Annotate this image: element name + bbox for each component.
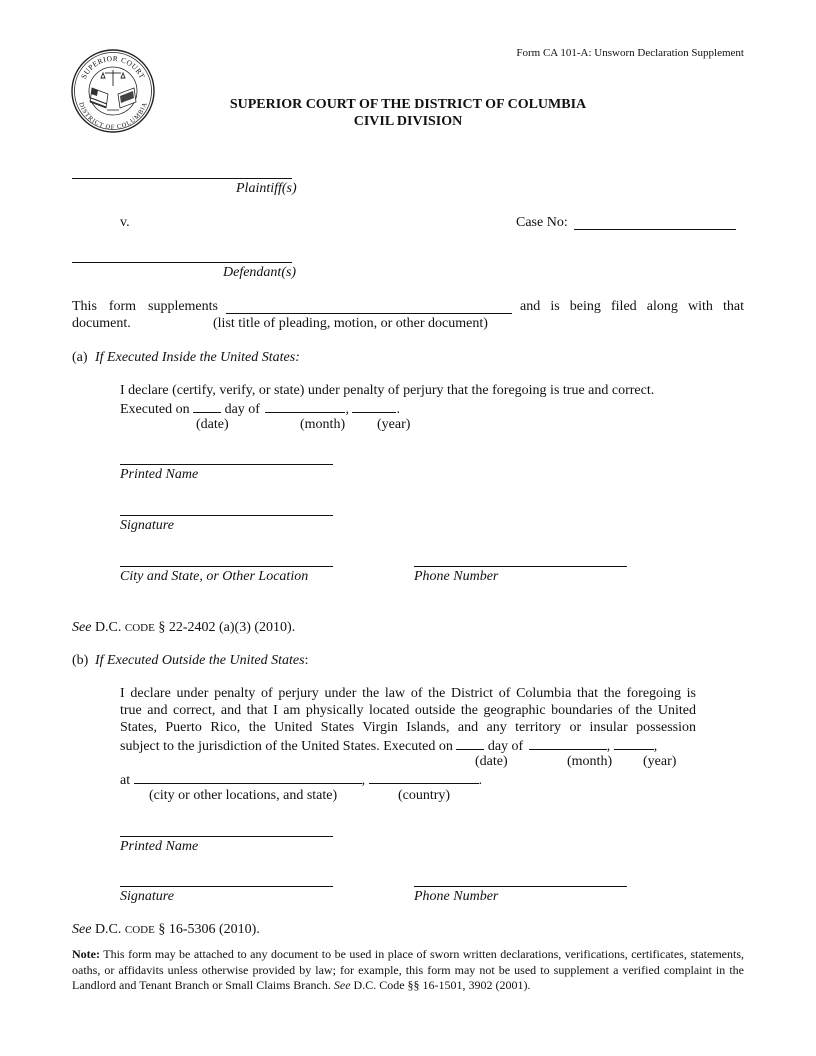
section-b-title-colon: : <box>304 653 309 668</box>
section-b-line-4: subject to the jurisdiction of the United States. Executed on day of , , <box>120 739 658 754</box>
citation-b-code: CODE <box>124 924 155 936</box>
date-blank-b[interactable] <box>456 737 484 750</box>
versus: v. <box>120 215 130 230</box>
citation-a-code: CODE <box>124 622 155 634</box>
date-hint: (date) <box>196 417 229 432</box>
year-blank-b[interactable] <box>614 737 654 750</box>
defendant-label: Defendant(s) <box>223 265 297 280</box>
supplement-lead: This form supplements <box>72 299 218 314</box>
month-hint: (month) <box>300 417 346 432</box>
at-label: at <box>120 773 131 788</box>
note-label: Note: <box>72 947 100 961</box>
citation-b-see: See <box>72 922 92 937</box>
year-hint: (year) <box>377 417 411 432</box>
citation-b <box>72 922 260 938</box>
form-id: Form CA 101-A: Unsworn Declaration Supplement <box>516 47 744 59</box>
seal-bottom-text: DISTRICT OF COLUMBIA <box>77 101 149 132</box>
citation-b-prefix: D.C. <box>94 922 122 937</box>
printed-name-label-b: Printed Name <box>120 839 199 854</box>
printed-name-label-a: Printed Name <box>120 467 199 482</box>
citation-a-see: See <box>72 620 92 635</box>
citation-a <box>72 620 295 636</box>
section-b-line-1: I declare under penalty of perjury under the law of the District of Columbia that the foregoing is <box>120 686 696 701</box>
case-no-label: Case No: <box>516 215 568 230</box>
day-of-label-b: day of <box>487 739 524 754</box>
supplement-document: document. <box>72 316 131 331</box>
phone-line-a[interactable] <box>414 566 627 567</box>
date-blank[interactable] <box>193 400 221 413</box>
section-a-executed-row: Executed on day of , . <box>120 402 400 417</box>
month-blank[interactable] <box>265 400 345 413</box>
year-hint-b: (year) <box>643 754 677 769</box>
court-title: SUPERIOR COURT OF THE DISTRICT OF COLUMBIA <box>229 97 587 112</box>
phone-line-b[interactable] <box>414 886 627 887</box>
printed-name-line-b[interactable] <box>120 836 333 837</box>
seal-top-text: SUPERIOR COURT <box>79 53 147 81</box>
month-hint-b: (month) <box>567 754 613 769</box>
city-state-label: City and State, or Other Location <box>120 569 309 584</box>
country-blank[interactable] <box>369 771 479 784</box>
signature-label-b: Signature <box>120 889 174 904</box>
note-see: See <box>333 978 351 992</box>
section-b-marker: (b) <box>72 653 89 668</box>
citation-b-rest: § 16-5306 (2010). <box>158 922 260 937</box>
signature-line-a[interactable] <box>120 515 333 516</box>
note-block <box>72 947 744 994</box>
citation-a-prefix: D.C. <box>94 620 122 635</box>
country-hint: (country) <box>398 788 451 803</box>
date-hint-b: (date) <box>475 754 508 769</box>
section-b-line-3: States, Puerto Rico, the United States Virgin Islands, and any territory or insular possession <box>120 720 696 735</box>
month-blank-b[interactable] <box>529 737 607 750</box>
year-blank[interactable] <box>352 400 396 413</box>
note-cite: D.C. Code §§ 16-1501, 3902 (2001). <box>353 978 531 992</box>
note-text: This form may be attached to any document to be used in place of sworn written declarations, verifications, certificates, statements, oaths, or affidavits unless otherwise provided by law; for example, this form may not be used to supplement a verified complaint in the Landlord and Tenant Branch or Small Claims Branch. <box>72 947 744 992</box>
plaintiff-line[interactable] <box>72 178 292 179</box>
city-state-line[interactable] <box>120 566 333 567</box>
signature-line-b[interactable] <box>120 886 333 887</box>
day-of-label: day of <box>224 402 260 417</box>
document-title-line[interactable] <box>226 313 512 314</box>
location-row: at , . <box>120 773 483 788</box>
section-b-title: If Executed Outside the United States <box>95 653 305 668</box>
citation-a-rest: § 22-2402 (a)(3) (2010). <box>158 620 296 635</box>
phone-label-b: Phone Number <box>414 889 499 904</box>
phone-label-a: Phone Number <box>414 569 499 584</box>
supplement-hint: (list title of pleading, motion, or other document) <box>213 316 488 331</box>
executed-on-label: Executed on <box>120 402 190 417</box>
plaintiff-label: Plaintiff(s) <box>236 181 297 196</box>
division-title: CIVIL DIVISION <box>353 114 463 129</box>
section-b-line-4-text: subject to the jurisdiction of the United States. Executed on <box>120 739 453 754</box>
location-hint: (city or other locations, and state) <box>149 788 338 803</box>
signature-label-a: Signature <box>120 518 174 533</box>
section-b-title-wrap <box>95 653 308 669</box>
section-b-line-2: true and correct, and that I am physically located outside the geographic boundaries of the United <box>120 703 696 718</box>
printed-name-line-a[interactable] <box>120 464 333 465</box>
section-a-title: If Executed Inside the United States: <box>95 350 300 365</box>
location-blank[interactable] <box>134 771 362 784</box>
defendant-line[interactable] <box>72 262 292 263</box>
section-a-marker: (a) <box>72 350 88 365</box>
case-no-line[interactable] <box>574 229 736 230</box>
section-a-declaration: I declare (certify, verify, or state) under penalty of perjury that the foregoing is true and correct. <box>120 383 655 398</box>
supplement-trail: and is being filed along with that <box>520 299 744 314</box>
